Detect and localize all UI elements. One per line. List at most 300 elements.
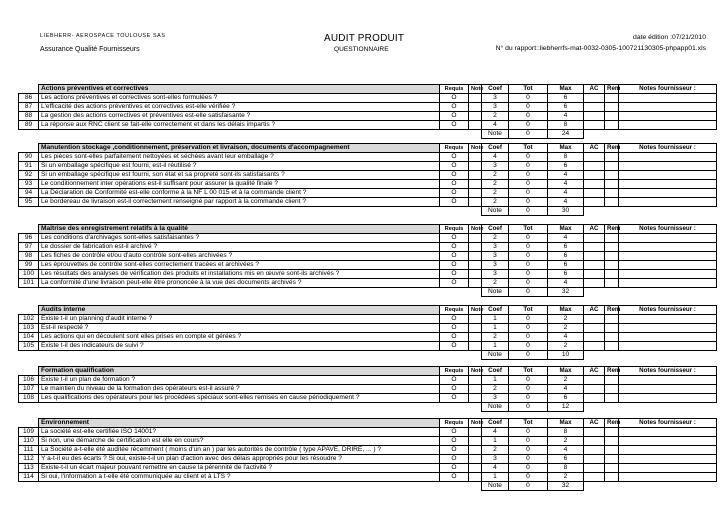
- question-number: 104: [19, 333, 39, 342]
- question-number: 95: [19, 198, 39, 207]
- ac-cell[interactable]: [584, 324, 605, 333]
- question-text: La conformité d'une livraison peut-elle être prononcée à la vue des documents archivés ?: [39, 279, 440, 288]
- max-cell: 6: [548, 270, 584, 279]
- tot-header: Tot: [509, 144, 548, 153]
- requis-cell[interactable]: O: [440, 103, 469, 112]
- section-total-row: [19, 207, 717, 216]
- rem-cell[interactable]: [605, 324, 619, 333]
- ac-cell[interactable]: [584, 243, 605, 252]
- section-table: [18, 305, 717, 360]
- note-input-cell[interactable]: [469, 394, 482, 403]
- blank-cell: [19, 207, 482, 216]
- tot-header: Tot: [509, 225, 548, 234]
- note-input-cell[interactable]: [469, 234, 482, 243]
- rem-cell[interactable]: [605, 112, 619, 121]
- ac-cell[interactable]: [584, 455, 605, 464]
- max-cell: 4: [548, 446, 584, 455]
- requis-cell[interactable]: O: [440, 171, 469, 180]
- table-row: [19, 455, 717, 464]
- coef-cell: 3: [482, 252, 509, 261]
- requis-cell[interactable]: O: [440, 455, 469, 464]
- supplier-notes-cell[interactable]: [619, 455, 717, 464]
- requis-cell[interactable]: O: [440, 189, 469, 198]
- max-cell: 8: [548, 121, 584, 130]
- rem-header: Rem: [605, 419, 619, 428]
- rem-cell[interactable]: [605, 437, 619, 446]
- tot-cell: 0: [509, 112, 548, 121]
- blank-cell: [19, 85, 39, 94]
- supplier-notes-cell[interactable]: [619, 437, 717, 446]
- rem-cell[interactable]: [605, 261, 619, 270]
- rem-cell[interactable]: [605, 94, 619, 103]
- ac-cell[interactable]: [584, 234, 605, 243]
- question-number: 113: [19, 464, 39, 473]
- note-input-cell[interactable]: [469, 180, 482, 189]
- coef-cell: 3: [482, 270, 509, 279]
- note-input-cell[interactable]: [469, 198, 482, 207]
- question-text: Existe t-il des indicateurs de suivi ?: [39, 342, 440, 351]
- note-input-cell[interactable]: [469, 428, 482, 437]
- requis-cell[interactable]: O: [440, 198, 469, 207]
- note-input-cell[interactable]: [469, 446, 482, 455]
- tot-cell: 0: [509, 437, 548, 446]
- section-table: [18, 366, 717, 412]
- max-cell: 6: [548, 455, 584, 464]
- table-row: [19, 324, 717, 333]
- note-input-cell[interactable]: [469, 376, 482, 385]
- max-cell: 6: [548, 162, 584, 171]
- supplier-notes-cell[interactable]: [619, 376, 717, 385]
- requis-header: Requis: [440, 225, 469, 234]
- supplier-notes-cell[interactable]: [619, 385, 717, 394]
- rem-cell[interactable]: [605, 385, 619, 394]
- report-number: N° du rapport::liebherrfs-mat-0032-0305-100721130305-phpapp01.xls: [495, 45, 706, 52]
- table-row: [19, 428, 717, 437]
- blank-cell: [19, 403, 482, 412]
- ac-cell[interactable]: [584, 171, 605, 180]
- coef-cell: 2: [482, 279, 509, 288]
- tot-cell: 0: [509, 333, 548, 342]
- rem-cell[interactable]: [605, 473, 619, 482]
- table-row: [19, 394, 717, 403]
- requis-cell[interactable]: O: [440, 333, 469, 342]
- question-text: Les qualifications des opérateurs pour les procédées spéciaux sont-elles remises en cause périodiquement ?: [39, 394, 440, 403]
- section-header-row: [19, 419, 717, 428]
- rem-header: Rem: [605, 225, 619, 234]
- requis-cell[interactable]: O: [440, 270, 469, 279]
- requis-cell[interactable]: O: [440, 324, 469, 333]
- requis-cell[interactable]: O: [440, 252, 469, 261]
- note-input-cell[interactable]: [469, 342, 482, 351]
- supplier-notes-cell[interactable]: [619, 121, 717, 130]
- question-number: 112: [19, 455, 39, 464]
- note-input-cell[interactable]: [469, 103, 482, 112]
- blank-cell: [584, 482, 717, 491]
- question-number: 86: [19, 94, 39, 103]
- requis-cell[interactable]: O: [440, 243, 469, 252]
- question-text: L'efficacité des actions préventives et correctives est-elle vérifiée ?: [39, 103, 440, 112]
- requis-cell[interactable]: O: [440, 464, 469, 473]
- company-name: LIEBHERR- AEROSPACE TOULOUSE SAS: [40, 33, 166, 39]
- question-number: 94: [19, 189, 39, 198]
- note-input-cell[interactable]: [469, 270, 482, 279]
- ac-cell[interactable]: [584, 394, 605, 403]
- section-total-row: [19, 351, 717, 360]
- note-input-cell[interactable]: [469, 385, 482, 394]
- requis-cell[interactable]: O: [440, 180, 469, 189]
- rem-cell[interactable]: [605, 270, 619, 279]
- supplier-notes-cell[interactable]: [619, 153, 717, 162]
- coef-cell: 1: [482, 342, 509, 351]
- question-text: Est-il respecté ?: [39, 324, 440, 333]
- ac-cell[interactable]: [584, 437, 605, 446]
- rem-cell[interactable]: [605, 189, 619, 198]
- rem-cell[interactable]: [605, 455, 619, 464]
- ac-cell[interactable]: [584, 428, 605, 437]
- requis-cell[interactable]: O: [440, 153, 469, 162]
- ac-cell[interactable]: [584, 94, 605, 103]
- tot-cell: 0: [509, 446, 548, 455]
- supplier-notes-cell[interactable]: [619, 252, 717, 261]
- tot-cell: 0: [509, 180, 548, 189]
- question-text: Existe t-il un planning d'audit interne ?: [39, 315, 440, 324]
- requis-cell[interactable]: O: [440, 428, 469, 437]
- coef-cell: 1: [482, 324, 509, 333]
- edition-date: date édition :07/21/2010: [633, 34, 706, 41]
- tot-header: Tot: [509, 367, 548, 376]
- question-number: 100: [19, 270, 39, 279]
- note-input-cell[interactable]: [469, 243, 482, 252]
- coef-cell: 2: [482, 234, 509, 243]
- table-row: [19, 153, 717, 162]
- question-number: 98: [19, 252, 39, 261]
- ac-cell[interactable]: [584, 261, 605, 270]
- coef-header: Coef: [482, 419, 509, 428]
- supplier-notes-cell[interactable]: [619, 171, 717, 180]
- table-row: [19, 333, 717, 342]
- supplier-notes-cell[interactable]: [619, 261, 717, 270]
- tot-cell: 0: [509, 315, 548, 324]
- question-number: 110: [19, 437, 39, 446]
- max-cell: 2: [548, 376, 584, 385]
- supplier-notes-cell[interactable]: [619, 324, 717, 333]
- requis-cell[interactable]: O: [440, 162, 469, 171]
- table-row: [19, 112, 717, 121]
- total-tot: 0: [509, 351, 548, 360]
- rem-header: Rem: [605, 85, 619, 94]
- rem-cell[interactable]: [605, 342, 619, 351]
- rem-cell[interactable]: [605, 121, 619, 130]
- note-input-cell[interactable]: [469, 464, 482, 473]
- requis-cell[interactable]: O: [440, 261, 469, 270]
- notes-header: Notes fournisseur :: [619, 85, 717, 94]
- table-row: [19, 385, 717, 394]
- total-max: 12: [548, 403, 584, 412]
- supplier-notes-cell[interactable]: [619, 428, 717, 437]
- total-tot: 0: [509, 130, 548, 139]
- note-input-cell[interactable]: [469, 473, 482, 482]
- note-input-cell[interactable]: [469, 94, 482, 103]
- ac-cell[interactable]: [584, 112, 605, 121]
- requis-header: Requis: [440, 419, 469, 428]
- question-text: Le maintien du niveau de la formation des opérateurs est-il assuré ?: [39, 385, 440, 394]
- coef-cell: 3: [482, 394, 509, 403]
- supplier-notes-cell[interactable]: [619, 234, 717, 243]
- supplier-notes-cell[interactable]: [619, 243, 717, 252]
- max-cell: 6: [548, 394, 584, 403]
- requis-cell[interactable]: O: [440, 234, 469, 243]
- rem-cell[interactable]: [605, 103, 619, 112]
- question-text: Les éprouvettes de contrôle sont-elles correctement tracées et archivées ?: [39, 261, 440, 270]
- question-text: Le bordereau de livraison est-il correctement renseigné par rapport à la commande client ?: [39, 198, 440, 207]
- ac-cell[interactable]: [584, 198, 605, 207]
- total-max: 30: [548, 207, 584, 216]
- ac-header: AC: [584, 367, 605, 376]
- note-input-cell[interactable]: [469, 189, 482, 198]
- supplier-notes-cell[interactable]: [619, 342, 717, 351]
- total-label: Note: [482, 403, 509, 412]
- coef-header: Coef: [482, 367, 509, 376]
- rem-cell[interactable]: [605, 279, 619, 288]
- supplier-notes-cell[interactable]: [619, 198, 717, 207]
- coef-cell: 4: [482, 121, 509, 130]
- section-total-row: [19, 130, 717, 139]
- max-header: Max: [548, 85, 584, 94]
- section-title: Maîtrise des enregistrement relatifs à la qualité: [39, 225, 440, 234]
- ac-cell[interactable]: [584, 103, 605, 112]
- ac-cell[interactable]: [584, 153, 605, 162]
- question-number: 88: [19, 112, 39, 121]
- note-input-cell[interactable]: [469, 162, 482, 171]
- supplier-notes-cell[interactable]: [619, 394, 717, 403]
- question-number: 92: [19, 171, 39, 180]
- table-row: [19, 261, 717, 270]
- requis-cell[interactable]: O: [440, 121, 469, 130]
- supplier-notes-cell[interactable]: [619, 180, 717, 189]
- rem-cell[interactable]: [605, 464, 619, 473]
- requis-cell[interactable]: O: [440, 385, 469, 394]
- ac-cell[interactable]: [584, 270, 605, 279]
- question-number: 114: [19, 473, 39, 482]
- section-header-row: [19, 85, 717, 94]
- note-input-cell[interactable]: [469, 252, 482, 261]
- note-input-cell[interactable]: [469, 121, 482, 130]
- tot-cell: 0: [509, 234, 548, 243]
- coef-cell: 3: [482, 162, 509, 171]
- ac-cell[interactable]: [584, 189, 605, 198]
- max-cell: 2: [548, 315, 584, 324]
- requis-cell[interactable]: O: [440, 94, 469, 103]
- ac-cell[interactable]: [584, 446, 605, 455]
- supplier-notes-cell[interactable]: [619, 333, 717, 342]
- question-text: Le conditionnement inter opérations est-il suffisant pour assurer la qualité finale ?: [39, 180, 440, 189]
- rem-cell[interactable]: [605, 162, 619, 171]
- supplier-notes-cell[interactable]: [619, 464, 717, 473]
- rem-cell[interactable]: [605, 446, 619, 455]
- ac-cell[interactable]: [584, 315, 605, 324]
- coef-cell: 3: [482, 455, 509, 464]
- sheet-header: [0, 0, 728, 70]
- tot-cell: 0: [509, 261, 548, 270]
- rem-cell[interactable]: [605, 428, 619, 437]
- supplier-notes-cell[interactable]: [619, 473, 717, 482]
- supplier-notes-cell[interactable]: [619, 162, 717, 171]
- supplier-notes-cell[interactable]: [619, 315, 717, 324]
- coef-header: Coef: [482, 85, 509, 94]
- question-text: Les pièces sont-elles parfaitement nettoyées et séchées avant leur emballage ?: [39, 153, 440, 162]
- tot-header: Tot: [509, 419, 548, 428]
- section-header-row: [19, 144, 717, 153]
- max-cell: 6: [548, 103, 584, 112]
- coef-header: Coef: [482, 225, 509, 234]
- supplier-notes-cell[interactable]: [619, 279, 717, 288]
- ac-cell[interactable]: [584, 162, 605, 171]
- note-input-cell[interactable]: [469, 324, 482, 333]
- supplier-notes-cell[interactable]: [619, 94, 717, 103]
- requis-cell[interactable]: O: [440, 473, 469, 482]
- question-number: 109: [19, 428, 39, 437]
- ac-cell[interactable]: [584, 385, 605, 394]
- max-cell: 6: [548, 261, 584, 270]
- rem-cell[interactable]: [605, 243, 619, 252]
- section-title: Formation qualification: [39, 367, 440, 376]
- rem-cell[interactable]: [605, 180, 619, 189]
- supplier-notes-cell[interactable]: [619, 112, 717, 121]
- blank-cell: [19, 130, 482, 139]
- total-label: Note: [482, 130, 509, 139]
- blank-cell: [584, 403, 717, 412]
- rem-cell[interactable]: [605, 394, 619, 403]
- table-row: [19, 198, 717, 207]
- coef-cell: 4: [482, 464, 509, 473]
- table-row: [19, 252, 717, 261]
- question-number: 111: [19, 446, 39, 455]
- question-number: 93: [19, 180, 39, 189]
- max-cell: 4: [548, 171, 584, 180]
- blank-cell: [19, 482, 482, 491]
- max-cell: 6: [548, 94, 584, 103]
- ac-cell[interactable]: [584, 473, 605, 482]
- question-number: 106: [19, 376, 39, 385]
- table-row: [19, 103, 717, 112]
- rem-cell[interactable]: [605, 171, 619, 180]
- supplier-notes-cell[interactable]: [619, 103, 717, 112]
- note-input-cell[interactable]: [469, 112, 482, 121]
- blank-cell: [19, 351, 482, 360]
- ac-cell[interactable]: [584, 121, 605, 130]
- question-number: 107: [19, 385, 39, 394]
- tot-header: Tot: [509, 306, 548, 315]
- note-input-cell[interactable]: [469, 437, 482, 446]
- note-input-cell[interactable]: [469, 315, 482, 324]
- blank-cell: [584, 207, 717, 216]
- requis-cell[interactable]: O: [440, 376, 469, 385]
- tot-cell: 0: [509, 162, 548, 171]
- ac-cell[interactable]: [584, 464, 605, 473]
- question-number: 89: [19, 121, 39, 130]
- max-cell: 4: [548, 333, 584, 342]
- coef-header: Coef: [482, 144, 509, 153]
- coef-cell: 2: [482, 112, 509, 121]
- ac-cell[interactable]: [584, 180, 605, 189]
- requis-cell[interactable]: O: [440, 315, 469, 324]
- note-input-cell[interactable]: [469, 455, 482, 464]
- rem-cell[interactable]: [605, 252, 619, 261]
- requis-cell[interactable]: O: [440, 279, 469, 288]
- question-text: La Société a-t-elle été auditée récemment ( moins d'un an ) par les autorités de contrôle ( type APAVE, DRIRE, ... ) ?: [39, 446, 440, 455]
- blank-cell: [19, 367, 39, 376]
- rem-cell[interactable]: [605, 315, 619, 324]
- rem-cell[interactable]: [605, 376, 619, 385]
- ac-cell[interactable]: [584, 252, 605, 261]
- note-input-cell[interactable]: [469, 261, 482, 270]
- table-row: [19, 437, 717, 446]
- table-row: [19, 342, 717, 351]
- section-table: [18, 418, 717, 491]
- note-header: Note: [469, 419, 482, 428]
- max-header: Max: [548, 306, 584, 315]
- note-header: Note: [469, 367, 482, 376]
- supplier-notes-cell[interactable]: [619, 446, 717, 455]
- supplier-notes-cell[interactable]: [619, 189, 717, 198]
- table-row: [19, 473, 717, 482]
- note-input-cell[interactable]: [469, 279, 482, 288]
- blank-cell: [19, 306, 39, 315]
- note-input-cell[interactable]: [469, 153, 482, 162]
- table-row: [19, 162, 717, 171]
- tot-cell: 0: [509, 324, 548, 333]
- rem-header: Rem: [605, 306, 619, 315]
- table-row: [19, 464, 717, 473]
- question-text: Les fiches de contrôle et/ou d'auto contrôle sont-elles archivées ?: [39, 252, 440, 261]
- max-cell: 4: [548, 198, 584, 207]
- rem-cell[interactable]: [605, 234, 619, 243]
- ac-cell[interactable]: [584, 342, 605, 351]
- max-header: Max: [548, 225, 584, 234]
- table-row: [19, 180, 717, 189]
- section-table: [18, 224, 717, 297]
- ac-cell[interactable]: [584, 279, 605, 288]
- coef-cell: 2: [482, 180, 509, 189]
- total-tot: 0: [509, 288, 548, 297]
- rem-cell[interactable]: [605, 333, 619, 342]
- section-title: Audits interne: [39, 306, 440, 315]
- section-table: [18, 84, 717, 139]
- requis-cell[interactable]: O: [440, 112, 469, 121]
- coef-cell: 1: [482, 473, 509, 482]
- question-number: 90: [19, 153, 39, 162]
- ac-cell[interactable]: [584, 376, 605, 385]
- tot-cell: 0: [509, 428, 548, 437]
- note-input-cell[interactable]: [469, 333, 482, 342]
- rem-cell[interactable]: [605, 198, 619, 207]
- requis-cell[interactable]: O: [440, 342, 469, 351]
- rem-cell[interactable]: [605, 153, 619, 162]
- note-input-cell[interactable]: [469, 171, 482, 180]
- question-text: Si un emballage spécifique est fourni, est-il réutilisé ?: [39, 162, 440, 171]
- supplier-notes-cell[interactable]: [619, 270, 717, 279]
- ac-cell[interactable]: [584, 333, 605, 342]
- question-number: 105: [19, 342, 39, 351]
- section-header-row: [19, 225, 717, 234]
- requis-cell[interactable]: O: [440, 394, 469, 403]
- tot-cell: 0: [509, 103, 548, 112]
- requis-cell[interactable]: O: [440, 437, 469, 446]
- blank-cell: [19, 419, 39, 428]
- section-title: Environnement: [39, 419, 440, 428]
- department-subtitle: Assurance Qualité Fournisseurs: [40, 46, 140, 53]
- requis-cell[interactable]: O: [440, 446, 469, 455]
